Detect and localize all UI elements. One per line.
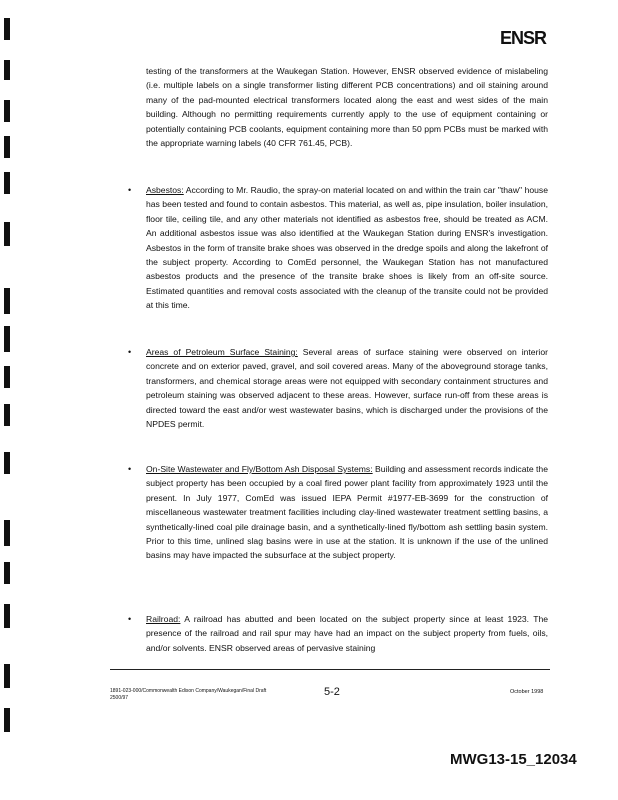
binder-mark (4, 664, 10, 688)
binder-mark (4, 172, 10, 194)
intro-paragraph: testing of the transformers at the Waukegan Station. However, ENSR observed evidence of mislabeling (i.e. multiple labels on a single transformer listing different PCB concentrations) and oil staining around many of the pad-mounted electrical transformers located along the east and west sides of the main building. Although no permitting requirements currently apply to the use of equipment containing or potentially containing PCB coolants, equipment containing more than 50 ppm PCBs must be marked with the appropriate warning labels (40 CFR 761.45, PCB). (146, 66, 548, 149)
bullet-dot-icon: • (128, 464, 132, 474)
binder-mark (4, 404, 10, 426)
bullet-dot-icon: • (128, 185, 132, 195)
binder-mark (4, 520, 10, 546)
bullet-dot-icon: • (128, 347, 132, 357)
bullet-heading: Asbestos: (146, 185, 184, 195)
binder-mark (4, 222, 10, 246)
footer-file-line: 1891-023-000/Commonwealth Edison Company/Waukegan/Final Draft (110, 688, 267, 694)
bullet-text (146, 462, 548, 563)
binder-mark (4, 708, 10, 732)
bullet-heading: Railroad: (146, 614, 181, 624)
bullet-text (146, 345, 548, 431)
ensr-logo: ENSR (500, 28, 547, 48)
footer-rule (110, 669, 550, 670)
bullet-asbestos (128, 183, 548, 313)
binder-mark (4, 100, 10, 122)
binder-mark (4, 288, 10, 314)
binder-mark (4, 452, 10, 474)
bullet-railroad (128, 612, 548, 655)
bullet-dot-icon: • (128, 614, 132, 624)
bullet-body: A railroad has abutted and been located on the subject property since at least 1923. The presence of the railroad and rail spur may have had an impact on the subject property from fuels, oils, and/or solvents. ENSR observed areas of pervasive staining (146, 614, 548, 653)
binder-mark (4, 604, 10, 628)
binder-mark (4, 326, 10, 352)
binder-mark (4, 60, 10, 80)
bullet-text (146, 183, 548, 313)
bullet-body: According to Mr. Raudio, the spray-on material located on and within the train car "thaw" house has been tested and found to contain asbestos. This material, as well as, pipe insulation, boiler insulation, floor tile, ceiling tile, and any other materials not identified as asbestos free, should be treated as ACM. An additional asbestos issue was also identified at the Waukegan Station during ENSR's investigation. Asbestos in the form of transite brake shoes was observed in the dredge spoils and along the lakefront of the subject property. According to ComEd personnel, the Waukegan Station has not manufactured asbestos products and the presence of the transite brake shoes is likely from an off-site source. Estimated quantities and removal costs associated with the cleanup of the transite could not be provided at this time. (146, 185, 548, 311)
bullet-body: Several areas of surface staining were observed on interior concrete and on exterior paved, gravel, and soil covered areas. Many of the aboveground storage tanks, transformers, and chemical storage areas were not equipped with secondary containment structures and petroleum staining was observed adjacent to these areas. However, surface run-off from these areas is directed toward the east and/or west wastewater basins, which is discharged under the provisions of the NPDES permit. (146, 347, 548, 430)
binder-mark (4, 136, 10, 158)
binder-mark (4, 562, 10, 584)
page-number: 5-2 (324, 686, 340, 698)
bates-number: MWG13-15_12034 (450, 751, 577, 768)
footer-file-line: 2500/97 (110, 695, 129, 701)
footer-date: October 1998 (510, 689, 544, 695)
bullet-text (146, 612, 548, 655)
bullet-petroleum-staining (128, 345, 548, 431)
bullet-heading: On-Site Wastewater and Fly/Bottom Ash Disposal Systems: (146, 464, 373, 474)
footer-file-reference (110, 688, 266, 702)
binder-mark (4, 366, 10, 388)
bullet-wastewater-ash (128, 462, 548, 563)
bullet-body: Building and assessment records indicate the subject property has been occupied by a coal fired power plant facility from approximately 1923 until the present. In July 1977, ComEd was issued IEPA Permit #1977-EB-3699 for the construction of miscellaneous wastewater treatment facilities including clay-lined wastewater treatment settling basins, a synthetically-lined coal pile drainage basin, and a synthetically-lined fly/bottom ash settling basin system. Prior to this time, unlined slag basins were in use at the station. It is unknown if the use of the unlined basins may have impacted the subsurface at the subject property. (146, 464, 548, 561)
bullet-heading: Areas of Petroleum Surface Staining: (146, 347, 298, 357)
binder-mark (4, 18, 10, 40)
